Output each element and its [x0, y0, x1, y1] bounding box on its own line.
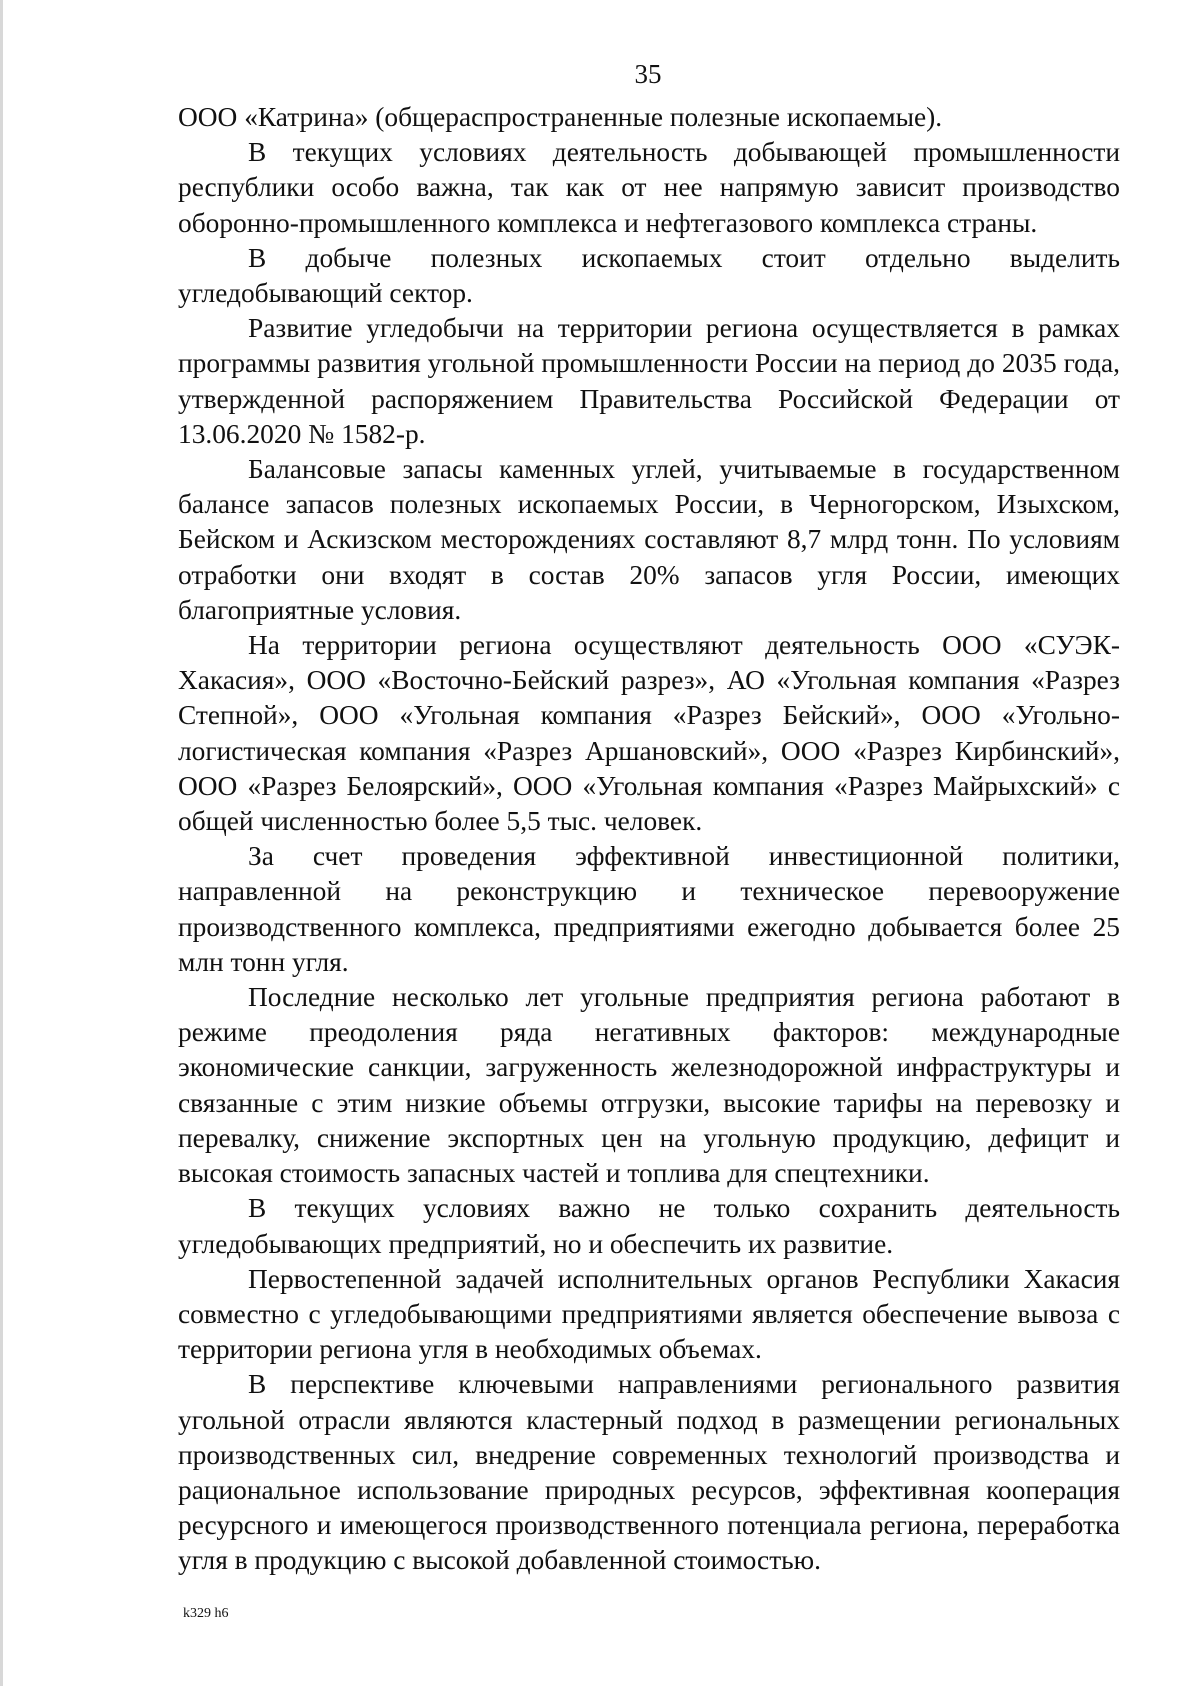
paragraph: На территории региона осуществляют деятельность ООО «СУЭК-Хакасия», ООО «Восточно-Бейский разрез», АО «Угольная компания «Разрез Степной», ООО «Угольная компания «Разрез Бейский», ООО «Угольно-логистическая компания «Разрез Аршановский», ООО «Разрез Кирбинский», ООО «Разрез Белоярский», ООО «Угольная компания «Разрез Майрыхский» с общей численностью более 5,5 тыс. человек.	[178, 630, 1120, 837]
paragraph: За счет проведения эффективной инвестиционной политики, направленной на реконструкцию и техническое перевооружение производственного комплекса, предприятиями ежегодно добывается более 25 млн тонн угля.	[178, 841, 1120, 977]
paragraph: В добыче полезных ископаемых стоит отдельно выделить угледобывающий сектор.	[178, 242, 1120, 309]
document-body	[178, 100, 1120, 1579]
document-code: k329 h6	[183, 1606, 229, 1621]
paragraph: Балансовые запасы каменных углей, учитываемые в государственном балансе запасов полезных ископаемых России, в Черногорском, Изыхском, Бейском и Аскизском месторождениях составляют 8,7 млрд тонн. По условиям отработки они входят в состав 20% запасов угля России, имеющих благоприятные условия.	[178, 454, 1120, 625]
paragraph: В текущих условиях деятельность добывающей промышленности республики особо важна, так как от нее напрямую зависит производство оборонно-промышленного комплекса и нефтегазового комплекса страны.	[178, 137, 1120, 238]
scan-edge	[0, 0, 3, 1686]
paragraph: Развитие угледобычи на территории региона осуществляется в рамках программы развития угольной промышленности России на период до 2035 года, утвержденной распоряжением Правительства Российской Федерации от 13.06.2020 № 1582-р.	[178, 313, 1120, 449]
page-number: 35	[634, 59, 662, 89]
paragraph: ООО «Катрина» (общераспространенные полезные ископаемые).	[178, 102, 943, 132]
paragraph: В перспективе ключевыми направлениями регионального развития угольной отрасли являются кластерный подход в размещении региональных производственных сил, внедрение современных технологий производства и рациональное использование природных ресурсов, эффективная кооперация ресурсного и имеющегося производственного потенциала региона, переработка угля в продукцию с высокой добавленной стоимостью.	[178, 1369, 1120, 1576]
paragraph: В текущих условиях важно не только сохранить деятельность угледобывающих предприятий, но и обеспечить их развитие.	[178, 1193, 1120, 1259]
paragraph: Последние несколько лет угольные предприятия региона работают в режиме преодоления ряда негативных факторов: международные экономические санкции, загруженность железнодорожной инфраструктуры и связанные с этим низкие объемы отгрузки, высокие тарифы на перевозку и перевалку, снижение экспортных цен на угольную продукцию, дефицит и высокая стоимость запасных частей и топлива для спецтехники.	[178, 982, 1120, 1189]
paragraph: Первостепенной задачей исполнительных органов Республики Хакасия совместно с угледобывающими предприятиями является обеспечение вывоза с территории региона угля в необходимых объемах.	[178, 1263, 1120, 1365]
